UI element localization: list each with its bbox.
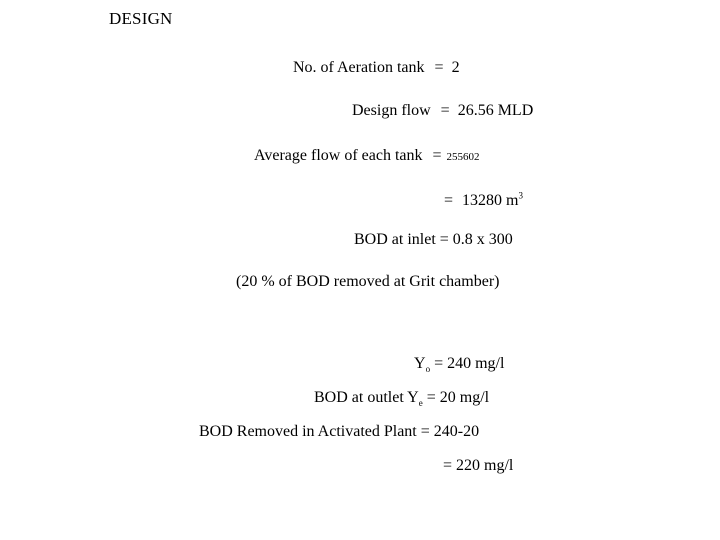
- bod-removed-result-line: = 220 mg/l: [443, 457, 514, 474]
- equals-sign: =: [432, 147, 442, 164]
- equals-sign: =: [444, 192, 454, 209]
- design-flow-value: 26.56 MLD: [457, 102, 534, 119]
- bod-outlet-label: BOD at outlet Y: [314, 389, 419, 406]
- design-flow-label: Design flow: [352, 102, 431, 119]
- aeration-tank-count-line: [293, 58, 460, 78]
- ye-subscript: e: [418, 398, 423, 409]
- section-heading: DESIGN: [109, 9, 173, 28]
- average-flow-line: [254, 146, 480, 167]
- y0-line: [414, 354, 504, 374]
- bod-outlet-line: [314, 388, 489, 408]
- average-flow-result-line: [444, 191, 523, 211]
- aeration-tank-value: 2: [451, 59, 460, 76]
- average-flow-value: 255602: [446, 151, 480, 163]
- y0-symbol: Y: [414, 355, 426, 372]
- average-flow-label: Average flow of each tank: [254, 147, 423, 164]
- y0-value: = 240 mg/l: [430, 355, 505, 372]
- bod-inlet-line: BOD at inlet = 0.8 x 300: [354, 231, 513, 248]
- cubic-superscript: 3: [518, 190, 523, 201]
- average-flow-result-value: 13280 m: [462, 192, 519, 209]
- bod-outlet-value: = 20 mg/l: [422, 389, 490, 406]
- aeration-tank-label: No. of Aeration tank: [293, 59, 425, 76]
- design-flow-line: [352, 101, 533, 121]
- y0-subscript: o: [425, 364, 431, 375]
- grit-chamber-note: (20 % of BOD removed at Grit chamber): [236, 273, 500, 290]
- equals-sign: =: [434, 59, 444, 76]
- bod-removed-line: BOD Removed in Activated Plant = 240-20: [199, 423, 480, 440]
- equals-sign: =: [440, 102, 450, 119]
